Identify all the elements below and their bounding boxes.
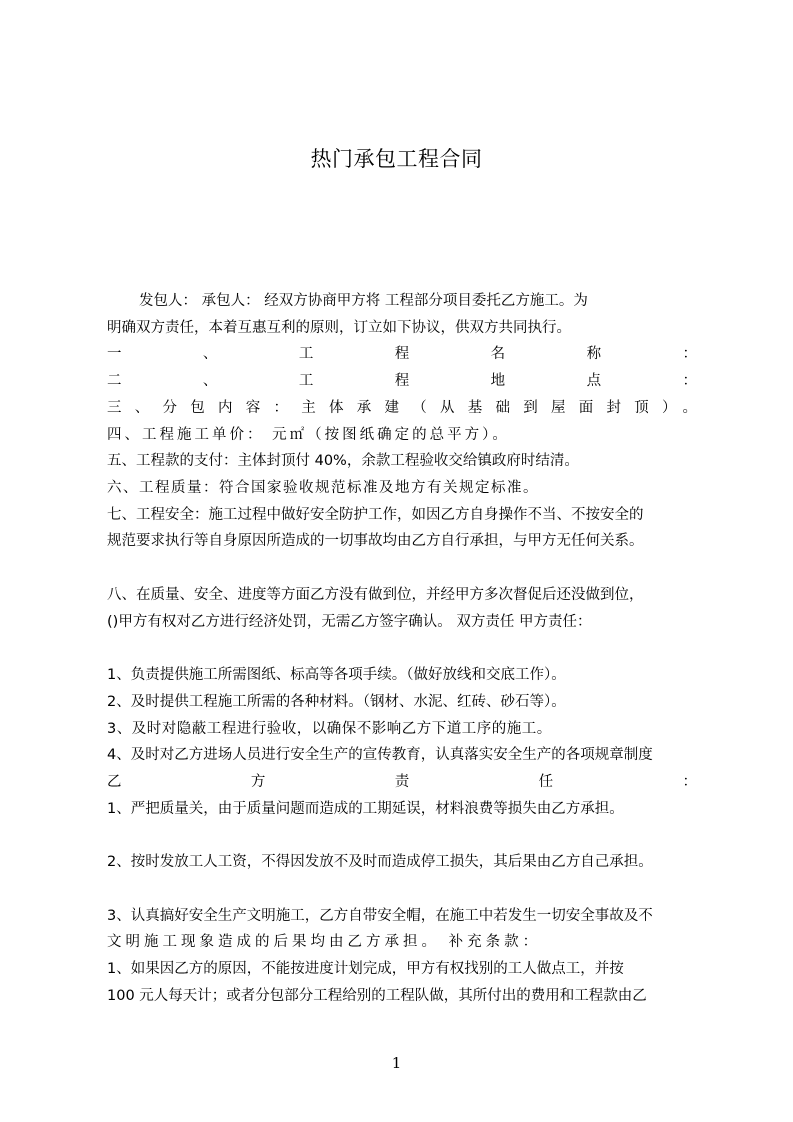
text-line-23: 100 元人每天计；或者分包部分工程给别的工程队做，其所付出的费用和工程款由乙: [107, 988, 647, 1004]
page-title: 热门承包工程合同: [310, 147, 483, 171]
text-line-7: 五、工程款的支付：主体封顶付 40%，余款工程验收交给镇政府时结清。: [107, 453, 579, 469]
text-line-11: 八、在质量、安全、进度等方面乙方没有做到位，并经甲方多次督促后还没做到位，: [107, 587, 644, 603]
text-line-18: 1、严把质量关，由于质量问题而造成的工期延误，材料浪费等损失由乙方承担。: [107, 801, 624, 817]
text-line-4: 二、工程地点：: [107, 373, 697, 389]
text-line-9: 七、工程安全：施工过程中做好安全防护工作，如因乙方自身操作不当、不按安全的: [107, 507, 644, 523]
text-line-22: 1、如果因乙方的原因，不能按进度计划完成，甲方有权找别的工人做点工，并按: [107, 961, 624, 977]
text-line-2: 明确双方责任，本着互惠互利的原则，订立如下协议，供双方共同执行。: [107, 320, 571, 336]
page-number: 1: [391, 1054, 402, 1072]
text-line-12: ()甲方有权对乙方进行经济处罚，无需乙方签字确认。 双方责任 甲方责任：: [107, 614, 592, 630]
text-line-16: 4、及时对乙方进场人员进行安全生产的宣传教育，认真落实安全生产的各项规章制度: [107, 747, 653, 763]
text-line-19: 2、按时发放工人工资，不得因发放不及时而造成停工损失，其后果由乙方自己承担。: [107, 854, 653, 870]
text-line-10: 规范要求执行等自身原因所造成的一切事故均由乙方自行承担，与甲方无任何关系。: [107, 533, 644, 549]
text-line-14: 2、及时提供工程施工所需的各种材料。（钢材、水泥、红砖、砂石等）。: [107, 694, 566, 710]
text-line-13: 1、负责提供施工所需图纸、标高等各项手续。（做好放线和交底工作）。: [107, 667, 566, 683]
text-line-17: 乙方责任：: [107, 774, 697, 790]
text-line-3: 一、工程名称：: [107, 346, 697, 362]
text-line-20: 3、认真搞好安全生产文明施工，乙方自带安全帽，在施工中若发生一切安全事故及不: [107, 908, 653, 924]
text-line-8: 六、工程质量：符合国家验收规范标准及地方有关规定标准。: [107, 480, 539, 496]
text-line-21: 文明施工现象造成的后果均由乙方承担。 补充条款：: [107, 934, 542, 950]
text-line-5: 三、分包内容：主体承建（从基础到屋面封顶）。: [107, 400, 697, 416]
text-line-1: 发包人： 承包人： 经双方协商甲方将 工程部分项目委托乙方施工。为: [139, 293, 588, 309]
text-line-6: 四、工程施工单价： 元㎡（按图纸确定的总平方）。: [107, 427, 510, 443]
text-line-15: 3、及时对隐蔽工程进行验收，以确保不影响乙方下道工序的施工。: [107, 721, 552, 737]
